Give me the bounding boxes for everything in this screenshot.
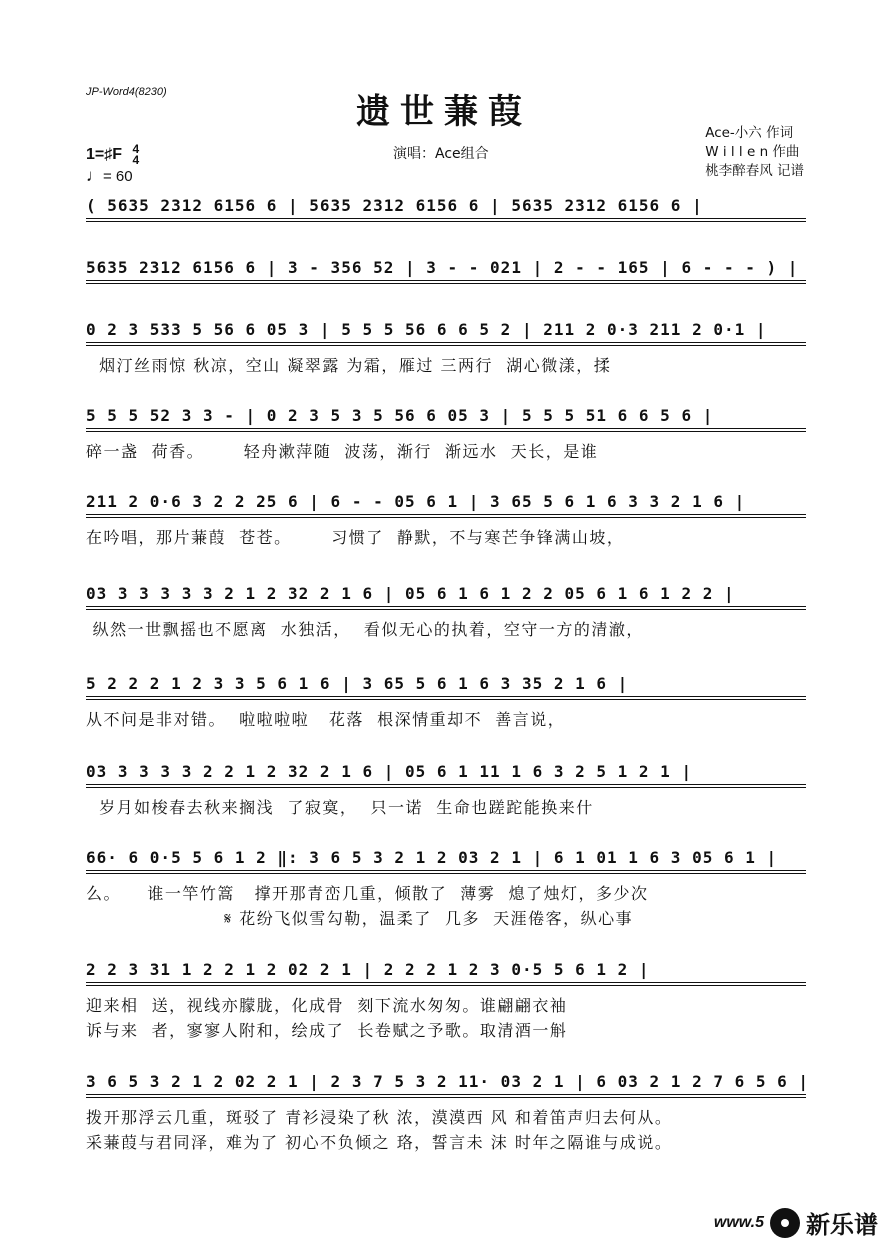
- lyrics-line-verse-2: 诉与来 者，寥寥人附和，绘成了 长卷赋之予歌。取清酒一斛: [86, 1021, 568, 1040]
- tempo-marking: [86, 166, 133, 186]
- quarter-note-icon: ♩: [86, 166, 103, 185]
- notation-text: 5 5 5 52 3 3 - | 0 2 3 5 3 5 56 6 05 3 | 5 5 5 51 6 6 5 6 |: [86, 406, 714, 425]
- score-row: [86, 258, 806, 284]
- lyrics-line: 拨开那浮云几重，斑驳了 青衫浸染了秋 浓，漠漠西 风 和着笛声归去何从。: [86, 1108, 673, 1127]
- lyrics-line-verse-2: 𝄋 花纷飞似雪勾勒，温柔了 几多 天涯倦客，纵心事: [86, 909, 634, 928]
- notation-text: 5 2 2 2 1 2 3 3 5 6 1 6 | 3 65 5 6 1 6 3 35 2 1 6 |: [86, 674, 629, 693]
- tempo-value: = 60: [103, 168, 133, 185]
- lyrics-line: 在吟唱，那片蒹葭 苍苍。 习惯了 静默，不与寒芒争锋满山坡，: [86, 528, 625, 547]
- notation-line: [86, 674, 806, 700]
- lyrics-line: 纵然一世飘摇也不愿离 水独活， 看似无心的执着，空守一方的清澈，: [86, 620, 644, 639]
- score-row: [86, 320, 806, 376]
- notation-text: 66· 6 0·5 5 6 1 2 ‖: 3 6 5 3 2 1 2 03 2 1 | 6 1 01 1 6 3 05 6 1 |: [86, 848, 778, 867]
- notation-text: 2 2 3 31 1 2 2 1 2 02 2 1 | 2 2 2 1 2 3 0·5 5 6 1 2 |: [86, 960, 650, 979]
- notation-text: 3 6 5 3 2 1 2 02 2 1 | 2 3 7 5 3 2 11· 03 2 1 | 6 03 2 1 2 7 6 5 6 |: [86, 1072, 810, 1091]
- notation-line: [86, 960, 806, 986]
- watermark-site-name: 新乐谱: [806, 1211, 878, 1239]
- notation-line: [86, 584, 806, 610]
- site-watermark: [714, 1205, 878, 1240]
- lyrics-line-verse-2: 采蒹葭与君同泽，难为了 初心不负倾之 珞，誓言未 沫 时年之隔谁与成说。: [86, 1133, 673, 1152]
- lyrics-line: 碎一盏 荷香。 轻舟漱萍随 波荡，渐行 渐远水 天长，是谁: [86, 442, 599, 461]
- composer-credit: W i l l e n 作曲: [705, 144, 800, 160]
- score-row: [86, 1072, 810, 1153]
- notation-text: 211 2 0·6 3 2 2 25 6 | 6 - - 05 6 1 | 3 65 5 6 1 6 3 3 2 1 6 |: [86, 492, 746, 511]
- notation-text: 03 3 3 3 3 3 2 1 2 32 2 1 6 | 05 6 1 6 1 2 2 05 6 1 6 1 2 2 |: [86, 584, 735, 603]
- notation-line: [86, 320, 806, 346]
- notation-line: [86, 196, 806, 222]
- lyrics-line: 么。 谁一竿竹篙 撑开那青峦几重，倾散了 薄雾 熄了烛灯，多少次: [86, 884, 649, 903]
- notation-line: [86, 848, 806, 874]
- lyrics-line: 迎来相 送，视线亦朦胧，化成骨 刻下流水匆匆。谁翩翩衣袖: [86, 996, 568, 1015]
- score-row: [86, 492, 806, 548]
- notation-line: [86, 406, 806, 432]
- lyrics-line: 烟汀丝雨惊 秋凉，空山 凝翠露 为霜，雁过 三两行 湖心微漾，揉: [86, 356, 612, 375]
- watermark-url: www.5: [713, 1213, 764, 1231]
- record-disc-icon: [770, 1208, 800, 1238]
- key-signature: [86, 144, 139, 166]
- notation-line: [86, 762, 806, 788]
- credits-block: [705, 124, 804, 181]
- lyrics-line: 从不问是非对错。 啦啦啦啦 花落 根深情重却不 善言说，: [86, 710, 566, 729]
- score-row: [86, 674, 806, 730]
- score-row: [86, 960, 806, 1041]
- song-title: 遗世蒹葭: [356, 92, 532, 132]
- singer-credit: 演唱：Ace组合: [393, 146, 489, 162]
- notation-line: [86, 258, 806, 284]
- score-row: [86, 848, 806, 929]
- notation-line: [86, 492, 806, 518]
- time-signature-top: 4: [132, 142, 140, 156]
- notation-line: [86, 1072, 810, 1098]
- score-row: [86, 762, 806, 818]
- lyricist-credit: Ace-小六 作词: [705, 125, 794, 141]
- transcriber-credit: 桃李醉春风 记谱: [705, 163, 804, 179]
- notation-text: 5635 2312 6156 6 | 3 - 356 52 | 3 - - 021 | 2 - - 165 | 6 - - - ) |: [86, 258, 799, 277]
- software-source-label: JP-Word4(8230): [86, 86, 167, 98]
- key-label: 1=♯F: [86, 146, 123, 164]
- time-signature: [132, 144, 139, 166]
- score-row: [86, 584, 806, 640]
- notation-text: 0 2 3 533 5 56 6 05 3 | 5 5 5 56 6 6 5 2 | 211 2 0·3 211 2 0·1 |: [86, 320, 767, 339]
- score-row: [86, 196, 806, 222]
- notation-text: 03 3 3 3 3 2 2 1 2 32 2 1 6 | 05 6 1 11 1 6 3 2 5 1 2 1 |: [86, 762, 693, 781]
- notation-text: ( 5635 2312 6156 6 | 5635 2312 6156 6 | 5635 2312 6156 6 |: [86, 196, 703, 215]
- time-signature-bottom: 4: [132, 153, 140, 167]
- score-row: [86, 406, 806, 462]
- lyrics-line: 岁月如梭春去秋来搁浅 了寂寞， 只一诺 生命也蹉跎能换来什: [86, 798, 594, 817]
